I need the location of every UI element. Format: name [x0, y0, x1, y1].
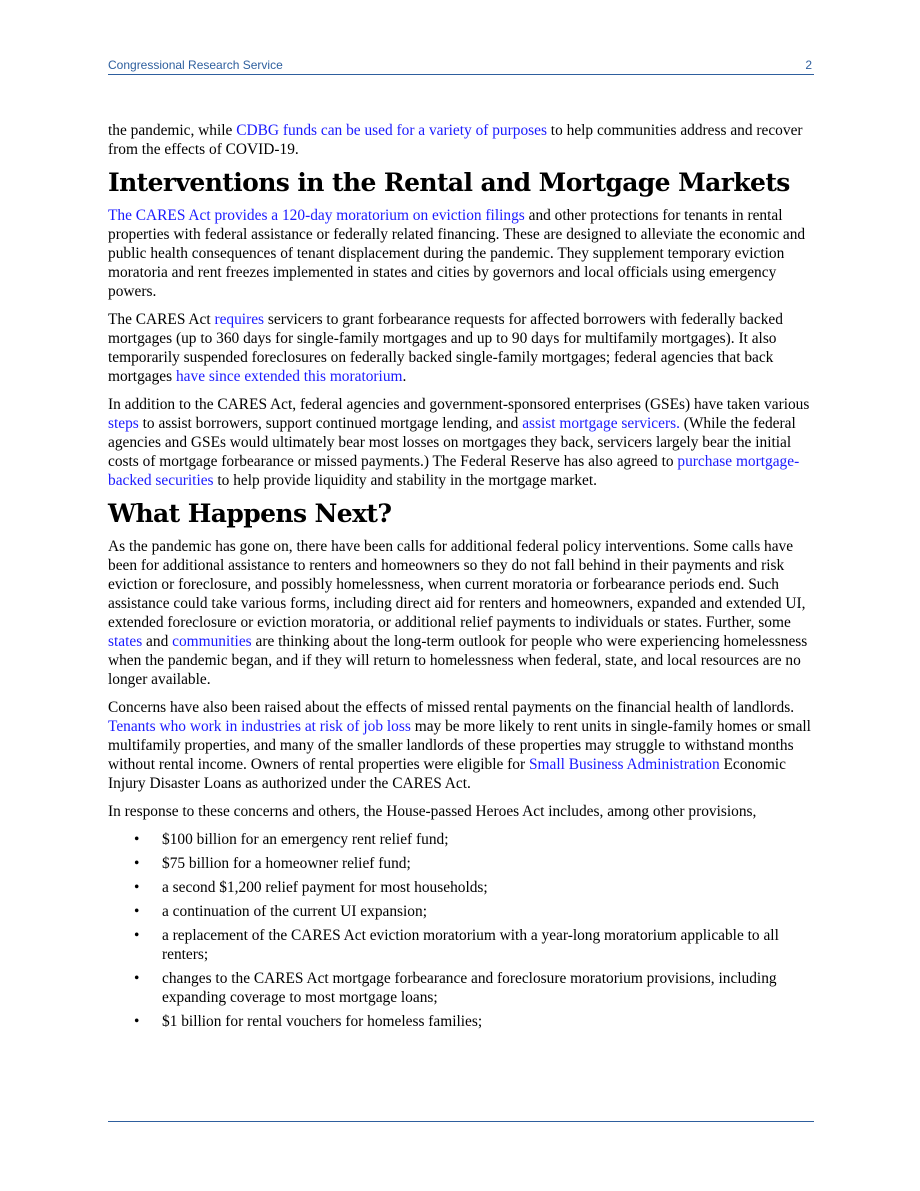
footer-divider: [108, 1121, 814, 1122]
page-header: [108, 56, 814, 75]
text-run: The CARES Act: [108, 311, 215, 328]
section-heading-interventions: Interventions in the Rental and Mortgage Markets: [108, 168, 790, 197]
paragraph-landlords: [108, 698, 814, 793]
link-sba[interactable]: Small Business Administration: [528, 756, 720, 773]
text-run: servicers to grant forbearance requests for affected borrowers with federally backed mortgages (up to 360 days for single-family mortgages and up to 90 days for multifamily mortgages). It also temporarily suspended foreclosures on federally backed single-family mortgages; federal agencies that back mortgages: [108, 311, 783, 385]
list-item: [134, 878, 814, 897]
text-run: In addition to the CARES Act, federal agencies and government-sponsored enterprises (GSEs) have taken various: [108, 396, 810, 413]
list-item: [134, 1012, 814, 1031]
text-run: may be more likely to rent units in single-family homes or small multifamily properties, and many of the smaller landlords of these properties may struggle to withstand months without rental income. Owners of rental properties were eligible for: [108, 718, 811, 773]
bullet-icon: •: [134, 903, 140, 920]
bullet-icon: •: [134, 1013, 140, 1030]
list-item-text: changes to the CARES Act mortgage forbearance and foreclosure moratorium provisions, including expanding coverage to most mortgage loans;: [162, 970, 777, 1006]
link-communities[interactable]: communities: [172, 633, 252, 650]
text-run: to assist borrowers, support continued mortgage lending, and: [138, 415, 523, 432]
list-item-text: a second $1,200 relief payment for most households;: [162, 879, 488, 896]
list-item: [134, 854, 814, 873]
link-assist-mortgage-servicers[interactable]: assist mortgage servicers.: [522, 415, 680, 432]
link-states[interactable]: states: [108, 633, 143, 650]
text-run: Concerns have also been raised about the effects of missed rental payments on the financial health of landlords.: [108, 699, 795, 716]
paragraph-forbearance: [108, 310, 814, 386]
paragraph-eviction-moratorium: [108, 206, 814, 301]
bullet-icon: •: [134, 831, 140, 848]
page-number: 2: [805, 58, 812, 72]
bullet-icon: •: [134, 970, 140, 987]
paragraph-policy-calls: [108, 537, 814, 689]
list-item-text: $100 billion for an emergency rent relief fund;: [162, 831, 449, 848]
bullet-icon: •: [134, 855, 140, 872]
text-run: As the pandemic has gone on, there have been calls for additional federal policy interventions. Some calls have been for additional assistance to renters and homeowners so they do not fall behind in their payments and risk eviction or foreclosure, and possibly homelessness, when current moratoria or forbearance periods end. Such assistance could take various forms, including direct aid for renters and homeowners, expanded and extended UI, extended foreclosure or eviction moratoria, or additional relief payments to individuals or states. Further, some: [108, 538, 806, 631]
text-run: to help communities address and recover from the effects of COVID-19.: [108, 122, 803, 158]
text-run: Economic Injury Disaster Loans as authorized under the CARES Act.: [108, 756, 786, 792]
link-extended-moratorium[interactable]: have since extended this moratorium: [175, 368, 403, 385]
link-requires[interactable]: requires: [214, 311, 265, 328]
link-cares-act-moratorium[interactable]: The CARES Act provides a 120-day moratorium on eviction filings: [108, 207, 525, 224]
list-item-text: a replacement of the CARES Act eviction moratorium with a year-long moratorium applicable to all renters;: [162, 927, 779, 963]
paragraph-gse-steps: [108, 395, 814, 490]
paragraph-heroes-act: In response to these concerns and others, the House-passed Heroes Act includes, among other provisions,: [108, 803, 757, 820]
link-tenants-job-loss[interactable]: Tenants who work in industries at risk of job loss: [108, 718, 411, 735]
page-content: [108, 121, 814, 1036]
section-heading-what-happens-next: What Happens Next?: [108, 499, 392, 528]
list-item-text: $1 billion for rental vouchers for homeless families;: [162, 1013, 483, 1030]
link-steps[interactable]: steps: [108, 415, 139, 432]
text-run: and other protections for tenants in rental properties with federal assistance or federally related financing. These are designed to alleviate the economic and public health consequences of tenant displacement during the pandemic. They supplement temporary eviction moratoria and rent freezes implemented in states and cities by governors and local officials using emergency powers.: [108, 207, 806, 300]
list-item: [134, 830, 814, 849]
link-purchase-mbs[interactable]: purchase mortgage-backed securities: [108, 453, 800, 489]
bullet-icon: •: [134, 927, 140, 944]
link-cdbg-funds[interactable]: CDBG funds can be used for a variety of purposes: [236, 122, 547, 139]
text-run: are thinking about the long-term outlook for people who were experiencing homelessness when the pandemic began, and if they will return to homelessness when federal, state, and local resources are no longer available.: [108, 633, 808, 688]
list-item: [134, 902, 814, 921]
intro-paragraph: [108, 121, 814, 159]
header-source: Congressional Research Service: [108, 58, 283, 72]
text-run: to help provide liquidity and stability in the mortgage market.: [213, 472, 597, 489]
bullet-icon: •: [134, 879, 140, 896]
text-run: (While the federal agencies and GSEs would ultimately bear most losses on mortgages they back, servicers largely bear the initial costs of mortgage forbearance or missed payments.) The Federal Reserve has also agreed to: [108, 415, 796, 470]
text-run: .: [402, 368, 407, 385]
text-run: the pandemic, while: [108, 122, 237, 139]
list-item-text: a continuation of the current UI expansion;: [162, 903, 427, 920]
list-item: [134, 926, 814, 964]
list-item: [134, 969, 814, 1007]
list-item-text: $75 billion for a homeowner relief fund;: [162, 855, 411, 872]
text-run: and: [142, 633, 173, 650]
heroes-act-provisions-list: [108, 830, 814, 1031]
